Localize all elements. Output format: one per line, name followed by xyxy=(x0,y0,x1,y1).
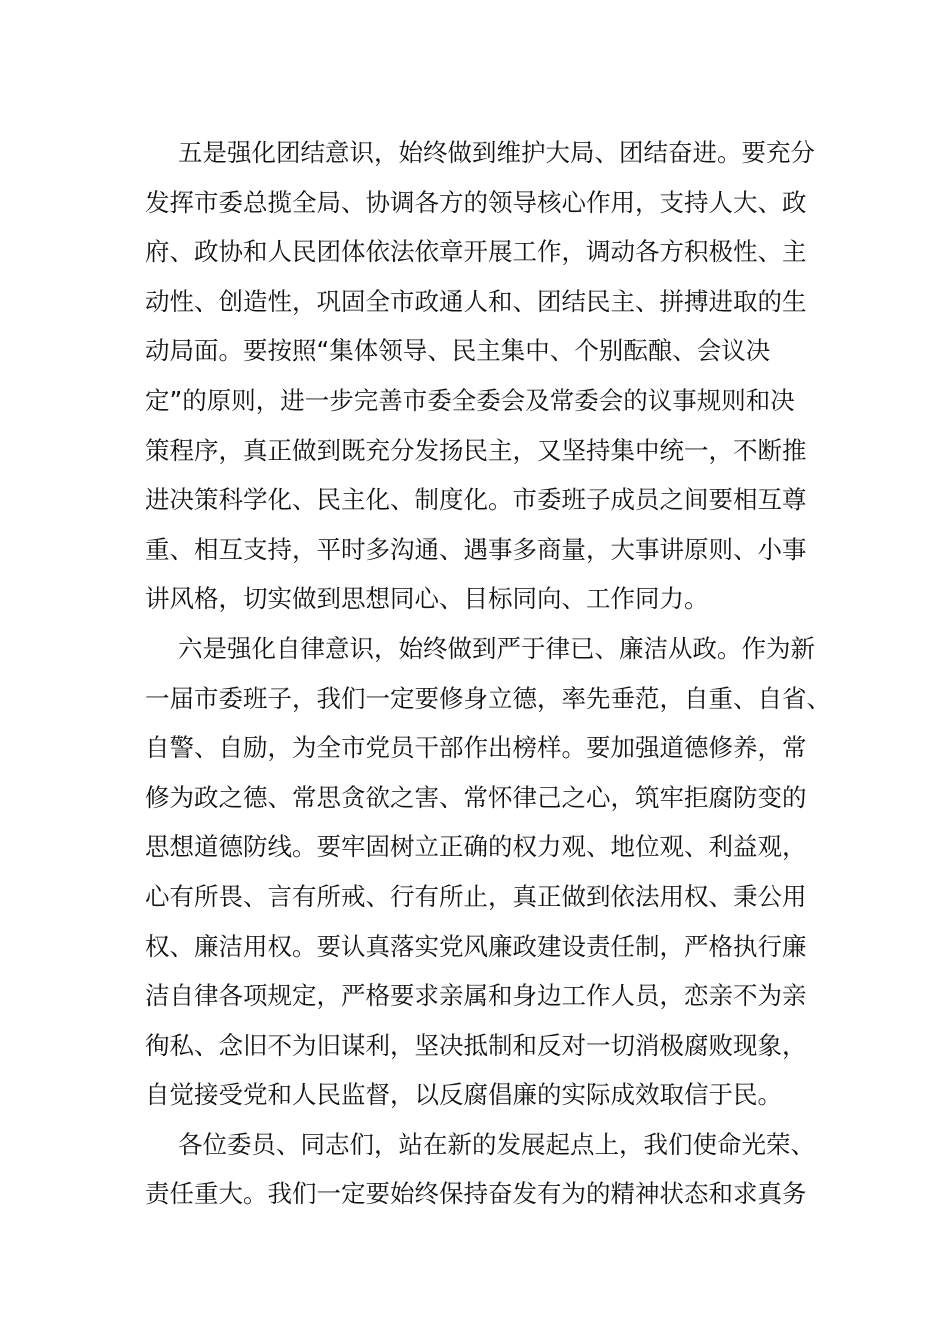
paragraph-6-line: 六是强化自律意识，始终做到严于律已、廉洁从政。作为新 xyxy=(178,633,815,663)
paragraph-5-line: 进决策科学化、民主化、制度化。市委班子成员之间要相互尊 xyxy=(145,485,807,515)
paragraph-6-line: 思想道德防线。要牢固树立正确的权力观、地位观、利益观， xyxy=(145,832,807,862)
paragraph-6-line: 权、廉洁用权。要认真落实党风廉政建设责任制，严格执行廉 xyxy=(145,931,807,961)
paragraph-5-line: 重、相互支持，平时多沟通、遇事多商量，大事讲原则、小事 xyxy=(145,534,807,564)
paragraph-5-line: 府、政协和人民团体依法依章开展工作，调动各方积极性、主 xyxy=(145,237,807,267)
paragraph-6-line: 徇私、念旧不为旧谋利，坚决抵制和反对一切消极腐败现象， xyxy=(145,1030,807,1060)
document-body xyxy=(145,128,831,1219)
paragraph-6-line: 心有所畏、言有所戒、行有所止，真正做到依法用权、秉公用 xyxy=(145,881,807,911)
paragraph-6-line: 自警、自励，为全市党员干部作出榜样。要加强道德修养，常 xyxy=(145,733,807,763)
paragraph-5-line: 讲风格，切实做到思想同心、目标同向、工作同力。 xyxy=(145,584,709,614)
paragraph-6-line: 一届市委班子，我们一定要修身立德，率先垂范，自重、自省、 xyxy=(145,683,831,713)
paragraph-5-line: 动性、创造性，巩固全市政通人和、团结民主、拼搏进取的生 xyxy=(145,286,807,316)
paragraph-6-line: 洁自律各项规定，严格要求亲属和身边工作人员，恋亲不为亲 xyxy=(145,981,807,1011)
closing-paragraph-line: 责任重大。我们一定要始终保持奋发有为的精神状态和求真务 xyxy=(145,1179,807,1209)
paragraph-5-line: 动局面。要按照“集体领导、民主集中、个别酝酿、会议决 xyxy=(145,336,771,366)
closing-paragraph-line: 各位委员、同志们，站在新的发展起点上，我们使命光荣、 xyxy=(178,1129,815,1159)
paragraph-6-line: 修为政之德、常思贪欲之害、常怀律己之心，筑牢拒腐防变的 xyxy=(145,782,807,812)
paragraph-5-line: 发挥市委总揽全局、协调各方的领导核心作用，支持人大、政 xyxy=(145,187,807,217)
paragraph-5-line: 定”的原则，进一步完善市委全委会及常委会的议事规则和决 xyxy=(145,385,795,415)
paragraph-6-line: 自觉接受党和人民监督，以反腐倡廉的实际成效取信于民。 xyxy=(145,1080,782,1110)
paragraph-5-line: 五是强化团结意识，始终做到维护大局、团结奋进。要充分 xyxy=(178,138,815,167)
paragraph-5-line: 策程序，真正做到既充分发扬民主，又坚持集中统一，不断推 xyxy=(145,435,807,465)
